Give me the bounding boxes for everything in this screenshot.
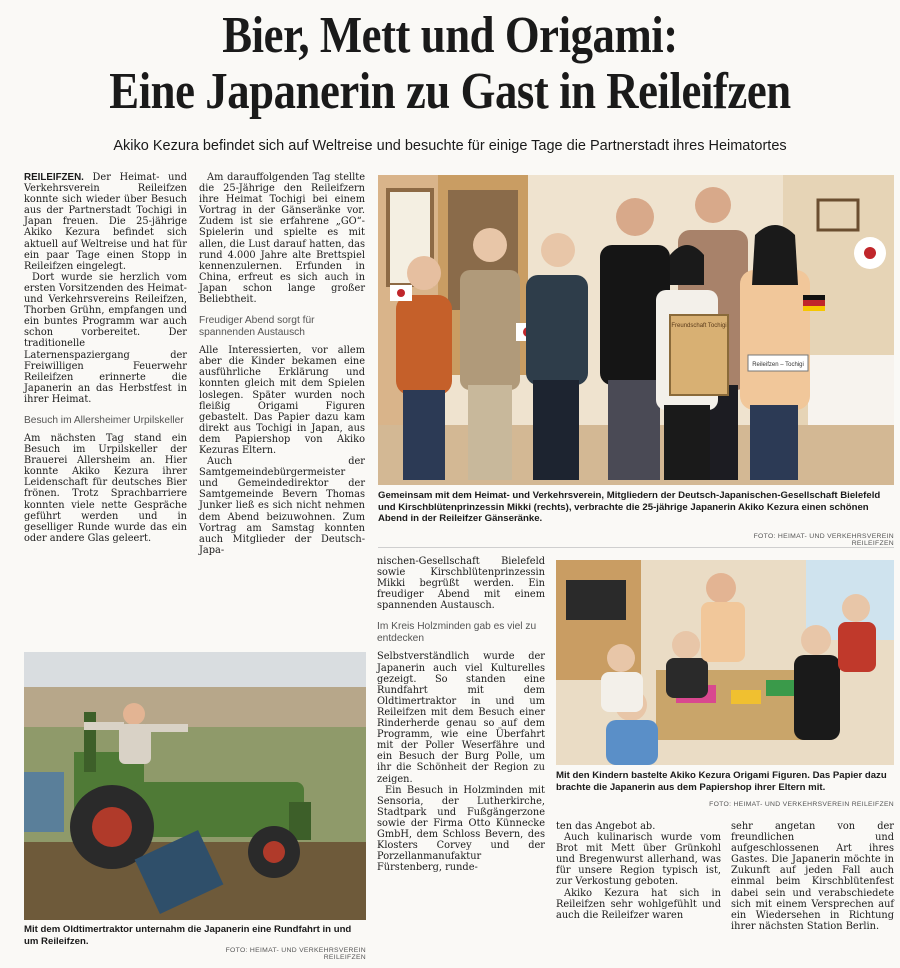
headline-line-2: Eine Japanerin zu Gast in Reileifzen <box>109 63 791 120</box>
table-sign-label: Reileifzen – Tochigi <box>752 362 804 368</box>
article-column-2 <box>199 172 365 556</box>
kids-photo-credit: FOTO: HEIMAT- UND VERKEHRSVEREIN REILEIFZEN <box>709 801 894 808</box>
tractor-photo-credit: FOTO: HEIMAT- UND VERKEHRSVEREIN REILEIFZEN <box>225 947 366 961</box>
tractor-photo <box>24 652 366 920</box>
col3-paragraph-3: Ein Besuch in Holzminden mit Sensoria, der Lutherkirche, Stadtpark und Fußgängerzone sowie der Firma Otto Künnecke GmbH, dem Schloss Bevern, des Klosters Corvey und der Porzellanmanufaktur Fürstenberg, runde- <box>377 784 545 874</box>
headline-line-1: Bier, Mett und Origami: <box>222 7 678 64</box>
col4-paragraph-1: ten das Angebot ab. <box>556 821 656 832</box>
board-label: Freundschaft Tochigi <box>671 323 727 329</box>
group-photo-credit: FOTO: HEIMAT- UND VERKEHRSVEREIN REILEIFZEN <box>753 533 894 547</box>
col4-paragraph-3: Akiko Kezura hat sich in Reileifzen sehr wohlgefühlt und auch die Reileifzer waren <box>556 887 721 921</box>
col3-subhead: Im Kreis Holzminden gab es viel zu entdecken <box>377 621 537 645</box>
subheadline: Akiko Kezura befindet sich auf Weltreise und besuchte für einige Tage die Partnerstadt ihres Heimatortes <box>113 138 787 154</box>
tractor-photo-caption: Mit dem Oldtimertraktor unternahm die Japanerin eine Rundfahrt in und um Reileifzen. <box>24 924 352 947</box>
col2-paragraph-1: Am darauffolgenden Tag stellte die 25-Jährige den Reileifzern ihre Heimat Tochigi bei einem Vortrag in der Gänseränke vor. Zudem ist sie erfahrene „GO“-Spielerin und spielte es mit allen, die Lust darauf hatten, das rund 4.000 Jahre alte Brettspiel kennenzulernen. Erfunden in China, erfreut es sich auch in Japan schon lange großer Beliebtheit. <box>199 172 365 306</box>
col1-paragraph-3: Am nächsten Tag stand ein Besuch im Urpilskeller der Brauerei Allersheim an. Hier konnte Akiko Kezura ihrer Leidenschaft für deutsches Bier frönen. Trotz Sprachbarriere konnten viele nette Gespräche geführt werden und in geselliger Runde wurde das ein oder andere Glas geleert. <box>24 432 187 544</box>
col3-paragraph-1: nischen-Gesellschaft Bielefeld sowie Kirschblütenprinzessin Mikki begrüßt werden. Ein freudiger Abend mit einem spannenden Austausch. <box>377 556 545 612</box>
kids-photo-caption: Mit den Kindern bastelte Akiko Kezura Origami Figuren. Das Papier dazu brachte die Japanerin aus dem Papiershop ihrer Eltern mit. <box>556 770 887 793</box>
group-photo-illustration <box>378 175 894 485</box>
kids-photo-illustration <box>556 560 894 765</box>
col2-paragraph-3: Auch der Samtgemeindebürgermeister und Gemeindedirektor der Samtgemeinde Bevern Thomas Junker ließ es sich nicht nehmen dem Abend beizuwohnen. Zum Vortrag am Samstag konnten auch Mitglieder der Deutsch-Japa- <box>199 456 365 556</box>
col1-paragraph-1: Der Heimat- und Verkehrsverein Reileifzen konnte sich wieder über Besuch aus der Partnerstadt Tochigi in Japan freuen. Die 25-jährige Akiko Kezura befindet sich aktuell auf Weltreise und hat für ein paar Tage einen Stopp in Reileifzen eingelegt. <box>24 172 187 272</box>
article-column-3 <box>377 556 545 873</box>
tractor-photo-illustration <box>24 652 366 920</box>
col1-paragraph-2: Dort wurde sie herzlich vom ersten Vorsitzenden des Heimat- und Verkehrsvereins Reileifzen, Thorben Grühn, empfangen und ein buntes Programm war auch schon vorbereitet. Der traditionelle Laternenspaziergang der Freiwilligen Feuerwehr Reileifzen erinnerte die Japanerin an das Herbstfest in ihrer Heimat. <box>24 271 187 405</box>
dateline: REILEIFZEN. <box>24 172 84 183</box>
article-column-4 <box>556 821 721 921</box>
divider <box>378 547 894 548</box>
col3-paragraph-2: Selbstverständlich wurde der Japanerin auch viel Kulturelles gezeigt. So standen eine Rundfahrt mit dem Oldtimertraktor in und um Reileifzen mit dem Besuch einer Rinderherde genau so auf dem Programm, wie eine Überfahrt mit der Poller Weserfähre und ein Besuch der Burg Polle, um ihr die Schönheit der Region zu zeigen. <box>377 651 545 785</box>
group-photo-caption: Gemeinsam mit dem Heimat- und Verkehrsverein, Mitgliedern der Deutsch-Japanischen-Gesellschaft Bielefeld und Kirschblütenprinzessin Mikki (rechts), verbrachte die 25-jährige Japanerin Akiko Kezura einen schönen Abend in der Reileifzer Gänseränke. <box>378 490 881 524</box>
col1-subhead: Besuch im Allersheimer Urpilskeller <box>24 414 184 426</box>
kids-photo <box>556 560 894 765</box>
col4-paragraph-2: Auch kulinarisch wurde vom Brot mit Mett über Grünkohl und Bregenwurst allerhand, was für unsere Region typisch ist, zur Verkostung geboten. <box>556 832 721 888</box>
article-column-1 <box>24 172 187 544</box>
group-photo <box>378 175 894 485</box>
col5-paragraph-1: sehr angetan von der freundlichen und aufgeschlossenen Art ihres Gastes. Die Japanerin möchte in Zukunft auf jeden Fall auch einmal beim Kirschblütenfest dabei sein und verabschiedete sich mit einem Versprechen auf ein Wiedersehen in Richtung ihrer nächsten Station Berlin. <box>731 821 894 932</box>
col2-subhead: Freudiger Abend sorgt für spannenden Austausch <box>199 315 315 339</box>
article-column-5 <box>731 821 894 932</box>
col2-paragraph-2: Alle Interessierten, vor allem aber die Kinder bekamen eine ausführliche Erklärung und konnten gleich mit dem Spielen loslegen. Später wurden noch fleißig Origami Figuren gebastelt. Das Papier dazu kam direkt aus Tochigi in Japan, aus dem Papiershop von Akiko Kezuras Eltern. <box>199 345 365 456</box>
